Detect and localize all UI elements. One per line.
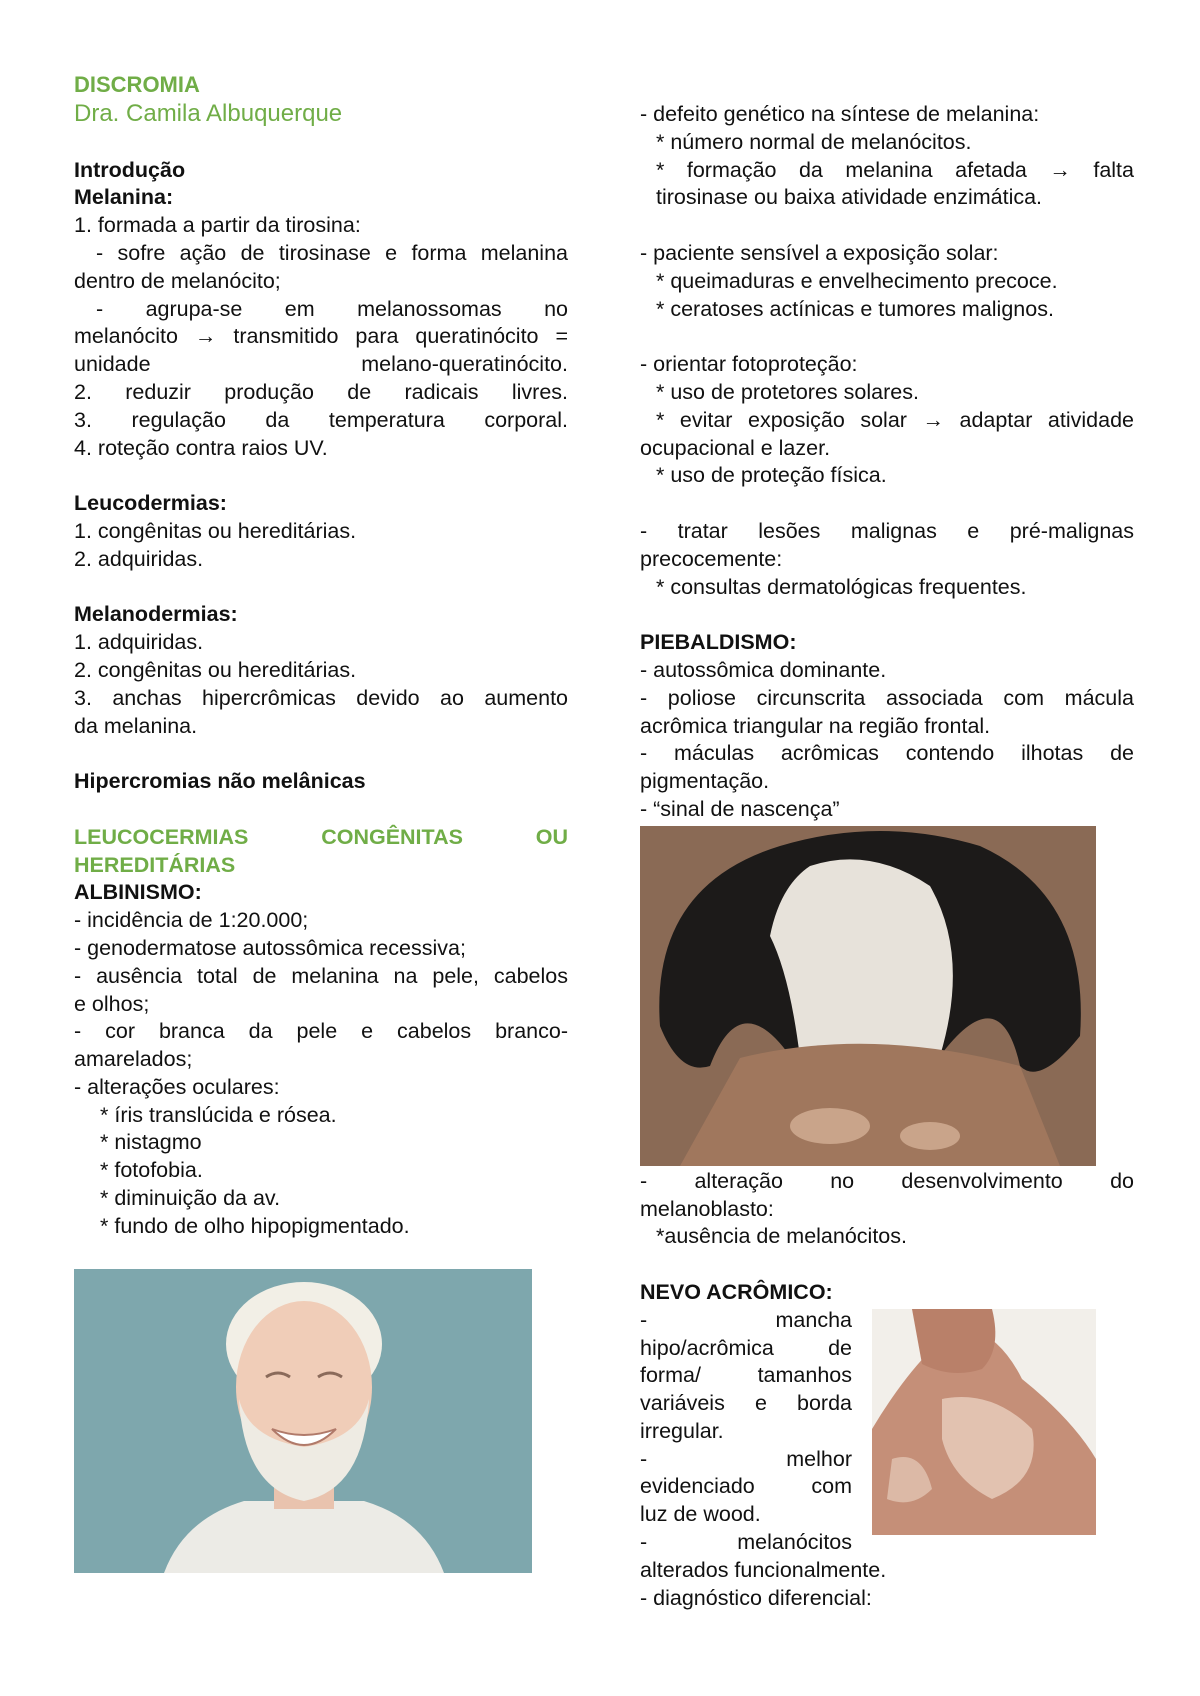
text-line: acrômica triangular na região frontal. (640, 713, 991, 738)
text-line: * queimaduras e envelhecimento precoce. (656, 268, 1058, 293)
text-line: - tratar lesões malignas e pré-malignas (640, 518, 1134, 543)
piebaldism-head-photo (640, 826, 1096, 1166)
text-line: * uso de proteção física. (656, 463, 887, 488)
text-line: 1. formada a partir da tirosina: (74, 213, 361, 238)
text-line: 3. regulação da temperatura corporal. (74, 407, 568, 432)
text-line: - poliose circunscrita associada com mácula (640, 685, 1134, 710)
left-column (74, 71, 568, 1573)
albinismo-heading: ALBINISMO: (74, 880, 202, 905)
text-line: * íris translúcida e rósea. (100, 1102, 337, 1127)
text-line: melanoblasto: (640, 1196, 774, 1221)
text-line: 2. adquiridas. (74, 546, 204, 571)
text-line: - “sinal de nascença” (640, 796, 840, 821)
nevo-section (640, 1307, 1134, 1643)
text-line: - diagnóstico diferencial: (640, 1585, 872, 1610)
text-line: - defeito genético na síntese de melanina: (640, 102, 1040, 126)
leucodermias-heading: Leucodermias: (74, 491, 227, 516)
text-line: da melanina. (74, 713, 198, 738)
text-line: tirosinase ou baixa atividade enzimática. (656, 185, 1043, 210)
text-line: ocupacional e lazer. (640, 435, 831, 460)
nevo-acromico-heading: NEVO ACRÔMICO: (640, 1279, 833, 1304)
text-line: hipo/acrômica de (640, 1335, 852, 1360)
text-line: - agrupa-se em melanossomas no (96, 296, 568, 321)
text-line: alterados funcionalmente. (640, 1557, 887, 1582)
text-line: * consultas dermatológicas frequentes. (656, 574, 1027, 599)
text-line: * diminuição da av. (100, 1186, 281, 1211)
text-line: *ausência de melanócitos. (656, 1224, 907, 1249)
text-line: 1. adquiridas. (74, 630, 204, 655)
melanina-heading: Melanina: (74, 185, 174, 210)
albino-man-photo (74, 1269, 532, 1573)
section-heading-cont: HEREDITÁRIAS (74, 852, 236, 877)
melanodermias-heading: Melanodermias: (74, 602, 238, 627)
text-line: 1. congênitas ou hereditárias. (74, 518, 357, 543)
text-line: 4. roteção contra raios UV. (74, 435, 328, 460)
text-line: - sofre ação de tirosinase e forma melanina (96, 240, 568, 265)
text-line: - melhor (640, 1446, 852, 1471)
text-line: e olhos; (74, 991, 150, 1016)
text-line: - cor branca da pele e cabelos branco- (74, 1019, 568, 1044)
text-line: 2. congênitas ou hereditárias. (74, 657, 357, 682)
text-line: * uso de protetores solares. (656, 379, 919, 404)
text-line: unidade melano-queratinócito. (74, 352, 568, 377)
text-line: 3. anchas hipercrômicas devido ao aumento (74, 685, 568, 710)
text-line: - melanócitos (640, 1530, 852, 1555)
piebaldismo-heading: PIEBALDISMO: (640, 630, 797, 655)
text-line: - genodermatose autossômica recessiva; (74, 935, 466, 960)
text-line: * número normal de melanócitos. (656, 129, 972, 154)
document-title: DISCROMIA (74, 72, 200, 97)
text-line: * fotofobia. (100, 1158, 203, 1183)
text-line: - máculas acrômicas contendo ilhotas de (640, 741, 1134, 766)
text-line: - paciente sensível a exposição solar: (640, 240, 999, 265)
text-line: amarelados; (74, 1047, 193, 1072)
right-column (640, 101, 1134, 1643)
text-line: melanócito → transmitido para queratinócito = (74, 324, 568, 349)
text-line: irregular. (640, 1418, 724, 1443)
text-line: evidenciado com (640, 1474, 852, 1499)
text-line: - alterações oculares: (74, 1074, 280, 1099)
text-line: 2. reduzir produção de radicais livres. (74, 379, 568, 404)
intro-heading: Introdução (74, 157, 186, 182)
text-line: * ceratoses actínicas e tumores malignos. (656, 296, 1054, 321)
text-line: * evitar exposição solar → adaptar atividade (656, 407, 1134, 432)
text-line: - incidência de 1:20.000; (74, 908, 309, 933)
text-line: - alteração no desenvolvimento do (640, 1168, 1134, 1193)
text-line: dentro de melanócito; (74, 268, 281, 293)
text-line: - mancha (640, 1307, 852, 1332)
text-line: * formação da melanina afetada → falta (656, 157, 1134, 182)
text-line: * nistagmo (100, 1130, 202, 1155)
text-line: variáveis e borda (640, 1391, 852, 1416)
hipercromias-heading: Hipercromias não melânicas (74, 769, 366, 794)
text-line: forma/ tamanhos (640, 1363, 852, 1388)
nevus-chest-photo (872, 1309, 1096, 1535)
document-author: Dra. Camila Albuquerque (74, 99, 343, 127)
text-line: - ausência total de melanina na pele, cabelos (74, 963, 568, 988)
text-line: pigmentação. (640, 769, 770, 794)
section-heading: LEUCOCERMIAS CONGÊNITAS OU (74, 824, 568, 849)
text-line: - orientar fotoproteção: (640, 352, 858, 377)
text-line: * fundo de olho hipopigmentado. (100, 1213, 410, 1238)
text-line: - autossômica dominante. (640, 657, 887, 682)
nevo-text-block (640, 1307, 852, 1557)
text-line: luz de wood. (640, 1502, 761, 1527)
text-line: precocemente: (640, 546, 783, 571)
